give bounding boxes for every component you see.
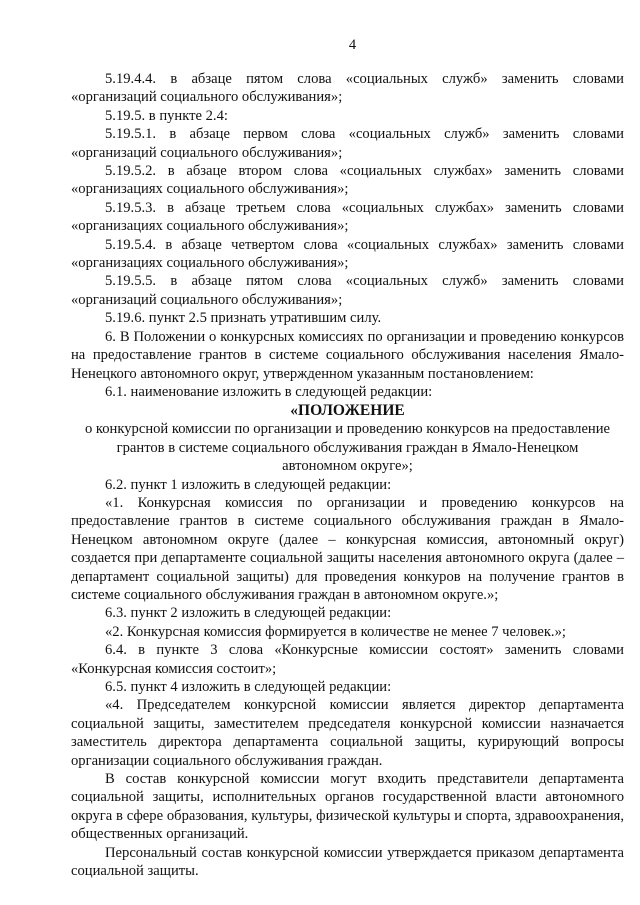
paragraph-item-2-text: «2. Конкурсная комиссия формируется в количестве не менее 7 человек.»; (105, 623, 566, 640)
paragraph-6: 6. В Положении о конкурсных комиссиях по организации и проведению конкурсов на предоставление грантов в системе социального обслуживания населения Ямало-Ненецкого автономного округ, утвержденном указанным постановлением: (71, 328, 624, 382)
paragraph-6-1: 6.1. наименование изложить в следующей редакции: (105, 383, 433, 400)
paragraph-6-3: 6.3. пункт 2 изложить в следующей редакции: (105, 605, 392, 622)
paragraph-item-4-text: «4. Председателем конкурсной комиссии является директор департамента социальной защиты, заместителем председателя конкурсной комиссии назначается заместитель директора департамента социальной защиты, курирующий вопросы организации социального обслуживания граждан. (71, 697, 624, 769)
paragraph-5-19-5-1: 5.19.5.1. в абзаце первом слова «социальных служб» заменить словами «организаций социального обслуживания»; (71, 126, 624, 161)
regulation-subtitle-line-3: автономном округе»; (282, 458, 413, 475)
paragraph-item-1-text: «1. Конкурсная комиссия по организации и проведению конкурсов на предоставление грантов в системе социального обслуживания граждан в Ямало-Ненецком автономном округе (далее – конкурсная комиссия, автономный округ) создается при департаменте социальной защиты населения автономного округа (далее – департамент социальной защиты) для проведения конкуров на получение грантов в системе социального обслуживания граждан в автономном округе.»; (71, 494, 624, 603)
regulation-heading (71, 401, 624, 475)
regulation-subtitle-line-1: о конкурсной комиссии по организации и проведению конкурсов на предоставление (84, 421, 611, 438)
regulation-subtitle-line-2: грантов в системе социального обслуживания граждан в Ямало-Ненецком (116, 439, 579, 456)
paragraph-composition: В состав конкурсной комиссии могут входить представители департамента социальной защиты, исполнительных органов государственной власти автономного округа в сфере образования, культуры, физической культуры и спорта, здравоохранения, общественных организаций. (71, 771, 624, 843)
paragraph-6-5: 6.5. пункт 4 изложить в следующей редакции: (105, 679, 392, 695)
paragraph-personal-composition: Персональный состав конкурсной комиссии утверждается приказом департамента социальной защиты. (71, 844, 624, 880)
paragraph-5-19-5-4: 5.19.5.4. в абзаце четвертом слова «социальных службах» заменить словами «организациях социального обслуживания»; (71, 236, 624, 272)
paragraph-6-4: 6.4. в пункте 3 слова «Конкурсные комиссии состоят» заменить словами «Конкурсная комиссия состоит»; (71, 642, 624, 677)
paragraph-5-19-6: 5.19.6. пункт 2.5 признать утратившим силу. (105, 310, 382, 327)
document-body (71, 70, 624, 880)
regulation-title: «ПОЛОЖЕНИЕ (290, 402, 405, 420)
paragraph-5-19-5-2: 5.19.5.2. в абзаце втором слова «социальных службах» заменить словами «организациях социального обслуживания»; (71, 163, 624, 198)
paragraph-5-19-5-3: 5.19.5.3. в абзаце третьем слова «социальных службах» заменить словами «организациях социального обслуживания»; (71, 199, 624, 235)
paragraph-6-2: 6.2. пункт 1 изложить в следующей редакции: (105, 476, 392, 493)
paragraph-5-19-4-4: 5.19.4.4. в абзаце пятом слова «социальных служб» заменить словами «организаций социального обслуживания»; (71, 71, 624, 106)
paragraph-5-19-5: 5.19.5. в пункте 2.4: (105, 107, 228, 124)
paragraph-5-19-5-5: 5.19.5.5. в абзаце пятом слова «социальных служб» заменить словами «организаций социального обслуживания»; (71, 273, 624, 308)
page-number: 4 (348, 37, 357, 53)
